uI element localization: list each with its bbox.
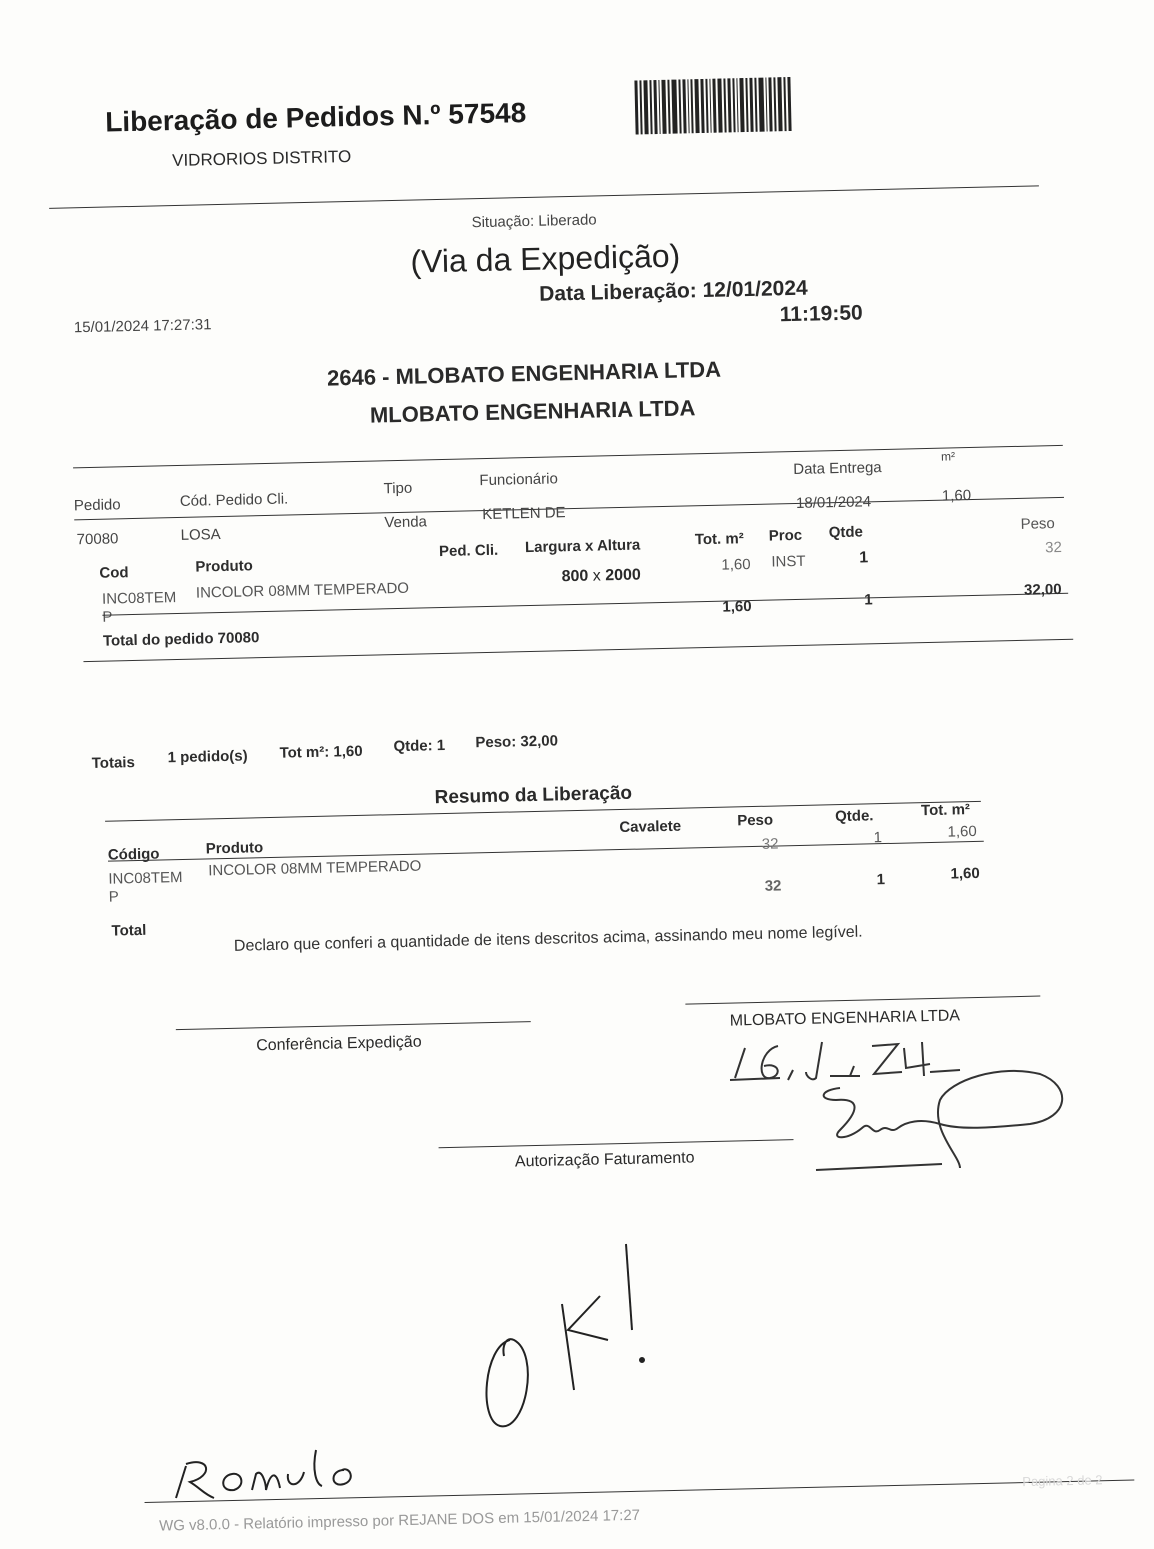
col-pedido: Pedido xyxy=(73,496,121,515)
resumo-produto: INCOLOR 08MM TEMPERADO xyxy=(208,857,422,880)
items-col-x: x xyxy=(584,537,594,555)
resumo-title: Resumo da Liberação xyxy=(434,782,633,809)
situacao: Situação: Liberado xyxy=(471,211,597,232)
resumo-codigo-line-2: P xyxy=(108,888,120,906)
order-pedido: 70080 xyxy=(76,530,119,549)
items-col-qtde: Qtde xyxy=(828,523,864,542)
resumo-col-produto: Produto xyxy=(205,839,264,858)
items-col-ped-cli: Ped. Cli. xyxy=(438,541,499,561)
items-col-proc: Proc xyxy=(768,526,803,545)
resumo-total-tot-m2: 1,60 xyxy=(950,864,980,883)
data-liberacao-label: Data Liberação: xyxy=(538,279,698,306)
order-funcionario: KETLEN DE xyxy=(482,504,566,524)
printed-at: 15/01/2024 17:27:31 xyxy=(73,316,212,337)
item-cod-line-2: P xyxy=(102,608,113,626)
resumo-tot-m2: 1,60 xyxy=(947,822,977,841)
signature-label-conferencia: Conferência Expedição xyxy=(256,1033,422,1055)
items-col-largura: Largura xyxy=(524,537,582,557)
order-m2: 1,60 xyxy=(941,486,972,505)
resumo-total-qtde: 1 xyxy=(876,871,886,889)
data-liberacao-time: 11:19:50 xyxy=(779,301,863,327)
resumo-col-tot-m2: Tot. m² xyxy=(920,801,971,820)
item-qtde: 1 xyxy=(859,549,869,567)
order-tipo: Venda xyxy=(384,513,428,532)
footer-printed-by: WG v8.0.0 - Relatório impresso por REJANE DOS em 15/01/2024 17:27 xyxy=(158,1506,641,1535)
order-data-entrega: 18/01/2024 xyxy=(795,493,872,512)
item-altura: 2000 xyxy=(605,566,642,585)
resumo-peso: 32 xyxy=(761,835,779,853)
data-liberacao-date: 12/01/2024 xyxy=(702,276,808,303)
resumo-col-cavalete: Cavalete xyxy=(619,817,682,837)
handwritten-signature xyxy=(816,1071,1062,1170)
items-col-tot-m2: Tot. m² xyxy=(694,530,744,549)
resumo-total-label: Total xyxy=(111,921,147,940)
resumo-col-peso: Peso xyxy=(737,811,774,830)
item-produto: INCOLOR 08MM TEMPERADO xyxy=(195,579,410,602)
item-proc: INST xyxy=(771,552,806,571)
client-line-2: MLOBATO ENGENHARIA LTDA xyxy=(369,395,696,428)
handwritten-name xyxy=(176,1450,351,1498)
order-cod-pedido-cli: LOSA xyxy=(180,526,221,544)
col-data-entrega: Data Entrega xyxy=(793,459,882,479)
order-total-m2: 1,60 xyxy=(722,597,752,616)
declaration: Declaro que conferi a quantidade de itens descritos acima, assinando meu nome legível. xyxy=(233,923,863,955)
handwritten-ok xyxy=(487,1244,644,1426)
document-title: Liberação de Pedidos N.º 57548 xyxy=(104,96,527,138)
totals-tot-m2: Tot m²: 1,60 xyxy=(279,742,363,762)
totals-pedidos: 1 pedido(s) xyxy=(167,747,248,767)
totals-peso: Peso: 32,00 xyxy=(475,732,559,752)
resumo-qtde: 1 xyxy=(873,829,883,847)
resumo-col-codigo: Código xyxy=(107,845,160,864)
items-col-produto: Produto xyxy=(195,557,254,576)
order-total-label: Total do pedido 70080 xyxy=(102,629,260,650)
signature-label-autorizacao: Autorização Faturamento xyxy=(514,1149,695,1171)
item-cod-line-1: INC08TEM xyxy=(101,589,177,608)
items-col-peso: Peso xyxy=(1020,515,1055,533)
order-total-peso: 32,00 xyxy=(1023,580,1062,599)
via-label: (Via da Expedição) xyxy=(410,237,681,280)
col-tipo: Tipo xyxy=(383,479,413,498)
resumo-codigo-line-1: INC08TEM xyxy=(108,868,183,888)
company-name: VIDRORIOS DISTRITO xyxy=(171,146,352,171)
items-col-altura: Altura xyxy=(596,536,641,555)
totals-qtde: Qtde: 1 xyxy=(393,736,446,756)
totals-label: Totais xyxy=(91,754,136,773)
item-largura: 800 xyxy=(561,567,589,586)
item-x: x xyxy=(592,567,601,585)
col-cod-pedido-cli: Cód. Pedido Cli. xyxy=(179,490,289,510)
item-tot-m2: 1,60 xyxy=(721,556,751,574)
col-m2: m² xyxy=(940,449,956,464)
item-peso: 32 xyxy=(1044,538,1063,557)
footer-page: Pagina 2 de 2 xyxy=(1022,1472,1103,1490)
order-total-qtde: 1 xyxy=(864,591,873,609)
handwritten-date xyxy=(730,1042,960,1080)
items-col-cod: Cod xyxy=(99,564,129,582)
client-line-1: 2646 - MLOBATO ENGENHARIA LTDA xyxy=(326,356,722,391)
resumo-col-qtde: Qtde. xyxy=(834,807,874,826)
signature-label-client: MLOBATO ENGENHARIA LTDA xyxy=(729,1007,961,1030)
col-funcionario: Funcionário xyxy=(479,470,559,490)
resumo-total-peso: 32 xyxy=(764,877,782,895)
